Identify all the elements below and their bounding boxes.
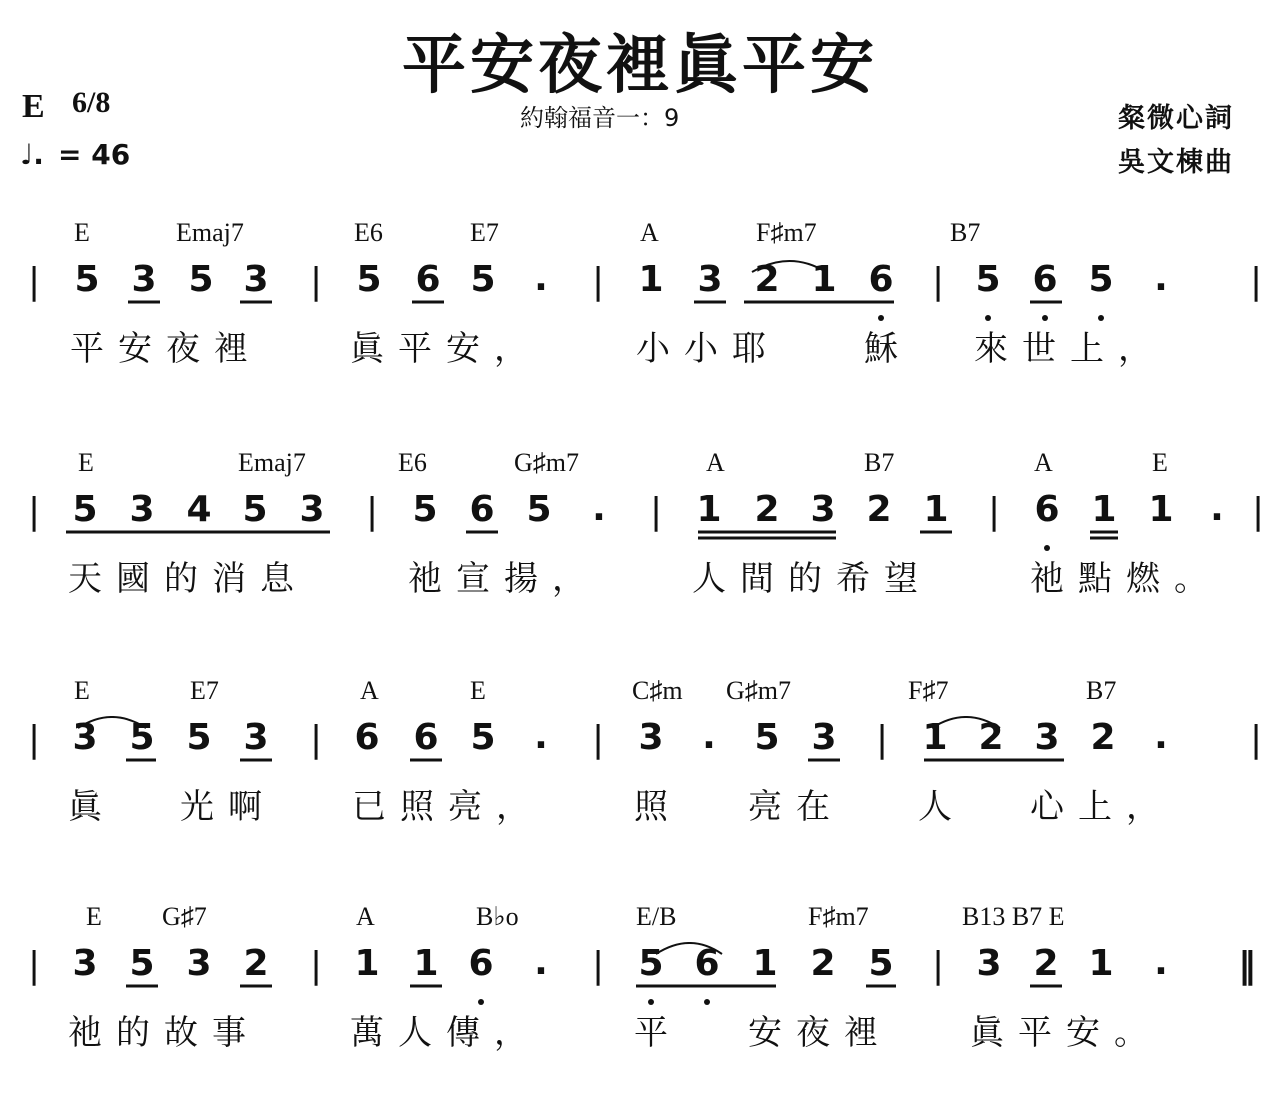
- augmentation-dot: ·: [534, 725, 548, 766]
- time-signature: 6/8: [72, 86, 111, 119]
- note: 3: [638, 717, 664, 758]
- lyric: 眞平安，: [350, 329, 542, 369]
- chord: B7: [864, 448, 895, 477]
- lyric: 人: [918, 787, 966, 827]
- note: 2: [1033, 943, 1059, 984]
- note: 3: [811, 717, 837, 758]
- lyric: 祂點燃。: [1030, 559, 1222, 599]
- augmentation-dot: ·: [534, 267, 548, 308]
- note: 5: [186, 717, 212, 758]
- chord: A: [640, 218, 659, 247]
- chord: E: [78, 448, 94, 477]
- chord: A: [1034, 448, 1053, 477]
- chord: C♯m: [632, 676, 683, 705]
- note: 5: [72, 489, 98, 530]
- note: 5: [74, 259, 100, 300]
- augmentation-dot: ·: [1210, 497, 1224, 538]
- augmentation-dot: ·: [1154, 951, 1168, 992]
- chord: F♯7: [908, 676, 949, 705]
- tempo-note-icon: ♩.: [20, 138, 44, 171]
- lyrics-line: [0, 556, 1280, 606]
- final-bar-line: ‖: [1238, 945, 1256, 986]
- note: 3: [243, 259, 269, 300]
- note: 6: [469, 489, 495, 530]
- note: 6: [694, 943, 720, 984]
- tempo-marking: = 46: [58, 138, 131, 171]
- bar-line: |: [28, 491, 41, 532]
- chord: E: [74, 218, 90, 247]
- note: 3: [976, 943, 1002, 984]
- bar-line: |: [1250, 261, 1263, 302]
- note: 3: [72, 717, 98, 758]
- lyrics-line: [0, 1010, 1280, 1060]
- note: 1: [752, 943, 778, 984]
- bar-line: |: [28, 719, 41, 760]
- chord: G♯7: [162, 902, 207, 931]
- chord: B7: [1086, 676, 1117, 705]
- note: 6: [468, 943, 494, 984]
- note: 3: [299, 489, 325, 530]
- chord: E: [470, 676, 486, 705]
- notation-line: [0, 942, 1280, 1002]
- note: 1: [696, 489, 722, 530]
- augmentation-dot: ·: [1154, 267, 1168, 308]
- note: 1: [413, 943, 439, 984]
- note: 2: [243, 943, 269, 984]
- page-title: 平安夜裡眞平安: [402, 29, 878, 103]
- chord: E6: [398, 448, 427, 477]
- note: 3: [810, 489, 836, 530]
- chord: E: [1152, 448, 1168, 477]
- bar-line: |: [28, 945, 41, 986]
- note: 4: [186, 489, 212, 530]
- note: 3: [697, 259, 723, 300]
- bar-line: |: [932, 261, 945, 302]
- bar-line: |: [28, 261, 41, 302]
- note: 2: [978, 717, 1004, 758]
- chord: Emaj7: [238, 448, 306, 477]
- chord: A: [706, 448, 725, 477]
- chord: B13 B7 E: [962, 902, 1065, 931]
- lyric: 平: [634, 1013, 682, 1053]
- bar-line: |: [988, 491, 1001, 532]
- staff-row-3: [0, 676, 1280, 876]
- bar-line: |: [366, 491, 379, 532]
- lyric: 穌: [864, 329, 912, 369]
- chord: B7: [950, 218, 981, 247]
- lyrics-line: [0, 784, 1280, 834]
- staff-row-1: [0, 218, 1280, 418]
- note: 3: [1034, 717, 1060, 758]
- note: 2: [754, 259, 780, 300]
- chord: B♭o: [476, 902, 519, 931]
- note: 1: [1148, 489, 1174, 530]
- bar-line: |: [310, 945, 323, 986]
- notation-line: [0, 488, 1280, 548]
- bar-line: |: [310, 261, 323, 302]
- note: 6: [413, 717, 439, 758]
- note: 5: [356, 259, 382, 300]
- key-signature: E: [22, 88, 45, 125]
- bar-line: |: [876, 719, 889, 760]
- note: 1: [922, 717, 948, 758]
- note: 2: [810, 943, 836, 984]
- staff-row-2: [0, 448, 1280, 648]
- chord: F♯m7: [756, 218, 817, 247]
- note: 2: [754, 489, 780, 530]
- lyric: 祂宣揚，: [408, 559, 600, 599]
- note: 5: [526, 489, 552, 530]
- note: 5: [1088, 259, 1114, 300]
- note: 3: [129, 489, 155, 530]
- lyric: 眞平安。: [970, 1013, 1162, 1053]
- note: 2: [866, 489, 892, 530]
- chord: E6: [354, 218, 383, 247]
- note: 1: [1088, 943, 1114, 984]
- note: 5: [412, 489, 438, 530]
- staff-row-4: [0, 902, 1280, 1102]
- note: 5: [470, 717, 496, 758]
- lyric: 祂的故事: [68, 1013, 260, 1053]
- lyric: 平安夜裡: [70, 329, 262, 369]
- note: 6: [354, 717, 380, 758]
- note: 5: [129, 717, 155, 758]
- lyric: 心上，: [1030, 787, 1174, 827]
- note: 1: [354, 943, 380, 984]
- augmentation-dot: ·: [534, 951, 548, 992]
- lyric: 安夜裡: [748, 1013, 892, 1053]
- chord: E: [74, 676, 90, 705]
- lyricist-credit: 粲微心詞: [1118, 103, 1234, 134]
- bar-line: |: [310, 719, 323, 760]
- chord: A: [360, 676, 379, 705]
- lyric: 天國的消息: [68, 559, 308, 599]
- lyric: 人間的希望: [692, 559, 932, 599]
- lyric: 照: [634, 787, 682, 827]
- note: 6: [868, 259, 894, 300]
- lyric: 亮在: [748, 787, 844, 827]
- lyric: 萬人傳，: [350, 1013, 542, 1053]
- note: 1: [811, 259, 837, 300]
- lyric: 來世上，: [974, 329, 1166, 369]
- augmentation-dot: ·: [1154, 725, 1168, 766]
- chord: E/B: [636, 902, 677, 931]
- note: 5: [188, 259, 214, 300]
- chord: E: [86, 902, 102, 931]
- lyrics-line: [0, 326, 1280, 376]
- bar-line: |: [932, 945, 945, 986]
- augmentation-dot: ·: [702, 725, 716, 766]
- note: 1: [1091, 489, 1117, 530]
- note: 5: [975, 259, 1001, 300]
- note: 3: [243, 717, 269, 758]
- lyric: 小小耶: [636, 329, 780, 369]
- bar-line: |: [1250, 719, 1263, 760]
- lyric: 眞: [68, 787, 116, 827]
- bar-line: |: [650, 491, 663, 532]
- note: 3: [186, 943, 212, 984]
- note: 5: [129, 943, 155, 984]
- notation-line: [0, 258, 1280, 318]
- chord: G♯m7: [514, 448, 579, 477]
- note: 5: [868, 943, 894, 984]
- chord: E7: [190, 676, 219, 705]
- note: 5: [242, 489, 268, 530]
- chord: G♯m7: [726, 676, 791, 705]
- note: 6: [1034, 489, 1060, 530]
- note: 5: [638, 943, 664, 984]
- note: 6: [415, 259, 441, 300]
- bar-line: |: [592, 945, 605, 986]
- note: 5: [754, 717, 780, 758]
- bar-line: |: [592, 719, 605, 760]
- notation-line: [0, 716, 1280, 776]
- chord: A: [356, 902, 375, 931]
- bar-line: |: [592, 261, 605, 302]
- augmentation-dot: ·: [592, 497, 606, 538]
- chord: Emaj7: [176, 218, 244, 247]
- note: 1: [923, 489, 949, 530]
- note: 3: [131, 259, 157, 300]
- scripture-reference: 約翰福音一：9: [520, 104, 680, 132]
- lyric: 已照亮，: [352, 787, 544, 827]
- note: 5: [470, 259, 496, 300]
- composer-credit: 吳文棟曲: [1118, 147, 1234, 178]
- bar-line: |: [1252, 491, 1265, 532]
- note: 2: [1090, 717, 1116, 758]
- note: 1: [638, 259, 664, 300]
- note: 6: [1032, 259, 1058, 300]
- lyric: 光啊: [180, 787, 276, 827]
- note: 3: [72, 943, 98, 984]
- chord: E7: [470, 218, 499, 247]
- chord: F♯m7: [808, 902, 869, 931]
